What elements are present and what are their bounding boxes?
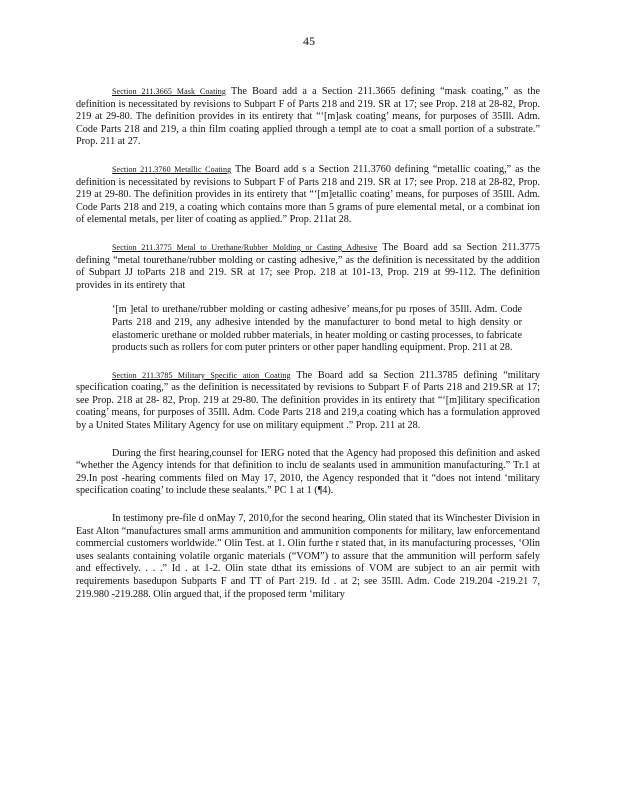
section-heading: Section 211.3760 Metallic Coating: [112, 164, 232, 174]
block-quote: ‘[m ]etal to urethane/rubber molding or casting adhesive’ means,for pu rposes of 35Ill. Adm. Code Parts 218 and 219, any adhesive intended by the manufacturer to bond metal to high density or elastomeric urethane or molded rubber materials, in heater molding or casting processes, to fabricate products such as rollers for com puter printers or other paper handling equipment. Prop. 211 at 28.: [112, 304, 522, 354]
paragraph-first-hearing: During the first hearing,counsel for IERG noted that the Agency had proposed this definition and asked “whether the Agency intends for that definition to inclu de sealants used in ammunition manufacturing.” Tr.1 at 29.In post -hearing comments filed on May 17, 2010, the Agency responded that it “does not intend ‘military specification coating’ to include these sealants.” PC 1 at 1 (¶4).: [76, 447, 540, 497]
section-heading: Section 211.3775 Metal to Urethane/Rubber Molding or Casting Adhesive: [112, 242, 378, 252]
paragraph-metal-urethane-adhesive: [76, 242, 540, 292]
paragraph-military-coating: [76, 370, 540, 433]
paragraph-mask-coating: [76, 86, 540, 149]
paragraph-text: The Board add sa Section 211.3775 defining “metal tourethane/rubber molding or casting adhesive,” as the definition is necessitated by the addition of Subpart JJ toParts 218 and 219. SR at 17; see Prop. 218 at 101-13, Prop. 219 at 99-112. The definition provides in its entirety that: [76, 241, 540, 291]
page-number: 45: [303, 34, 315, 48]
paragraph-text: The Board add sa Section 211.3785 defining “military specification coating,” as the definition is necessitated by revisions to Subpart F of Parts 218 and 219.SR at 17; see Prop. 218 at 28- 82, Prop. 219 at 29-80. The definition provides in its entirety that “‘[m]ilitary specification coating’ means, for purposes of 35Ill. Adm. Code Parts 218 and 219,a coating which has a formulation approved by a United States Military Agency for use on military equipment .” Prop. 211 at 28.: [76, 369, 540, 432]
section-heading: Section 211.3785 Military Specific ation Coating: [112, 370, 291, 380]
paragraph-olin-testimony: In testimony pre-file d onMay 7, 2010,for the second hearing, Olin stated that its Winchester Division in East Alton “manufactures small arms ammunition and ammunition components for military, law enforcementand commercial customers worldwide.” Olin Test. at 1. Olin furthe r stated that, in its manufacturing processes, ‘Olin uses sealants containing volatile organic materials (“VOM”) to assure that the ammunition will perform safely and effectively. . . .” Id . at 1-2. Olin state dthat its emissions of VOM are subject to an air permit with requirements basedupon Subparts F and TT of Part 219. Id . at 2; see 35Ill. Adm. Code 219.204 -219.21 7, 219.980 -219.288. Olin argued that, if the proposed term ‘military: [76, 513, 540, 600]
paragraph-text: The Board add s a Section 211.3760 defining “metallic coating,” as the definition is necessitated by revisions to Subpart F of Parts 218 and 219. SR at 17; see Prop. 218 at 28-82, Prop. 219 at 29-80. The definition provides in its entirety that “‘[m]etallic coating’ means, for purposes of 35Ill. Adm. Code Parts 218 and 219, a coating which contains more than 5 grams of pure elemental metal, or a combinat ion of elemental metals, per liter of coating as applied.” Prop. 211at 28.: [76, 163, 540, 226]
paragraph-text: The Board add a a Section 211.3665 defining “mask coating,” as the definition is necessitated by revisions to Subpart F of Parts 218 and 219. SR at 17; see Prop. 218 at 28-82, Prop. 219 at 29-80. The definition provides in its entirety that “‘[m]ask coating’ means, for purposes of 35Ill. Adm. Code Parts 218 and 219, a thin film coating applied through a templ ate to coat a small portion of a substrate.” Prop. 211 at 27.: [76, 86, 540, 148]
paragraph-metallic-coating: [76, 164, 540, 227]
document-body: [76, 86, 540, 616]
section-heading: Section 211.3665 Mask Coating: [112, 87, 226, 96]
